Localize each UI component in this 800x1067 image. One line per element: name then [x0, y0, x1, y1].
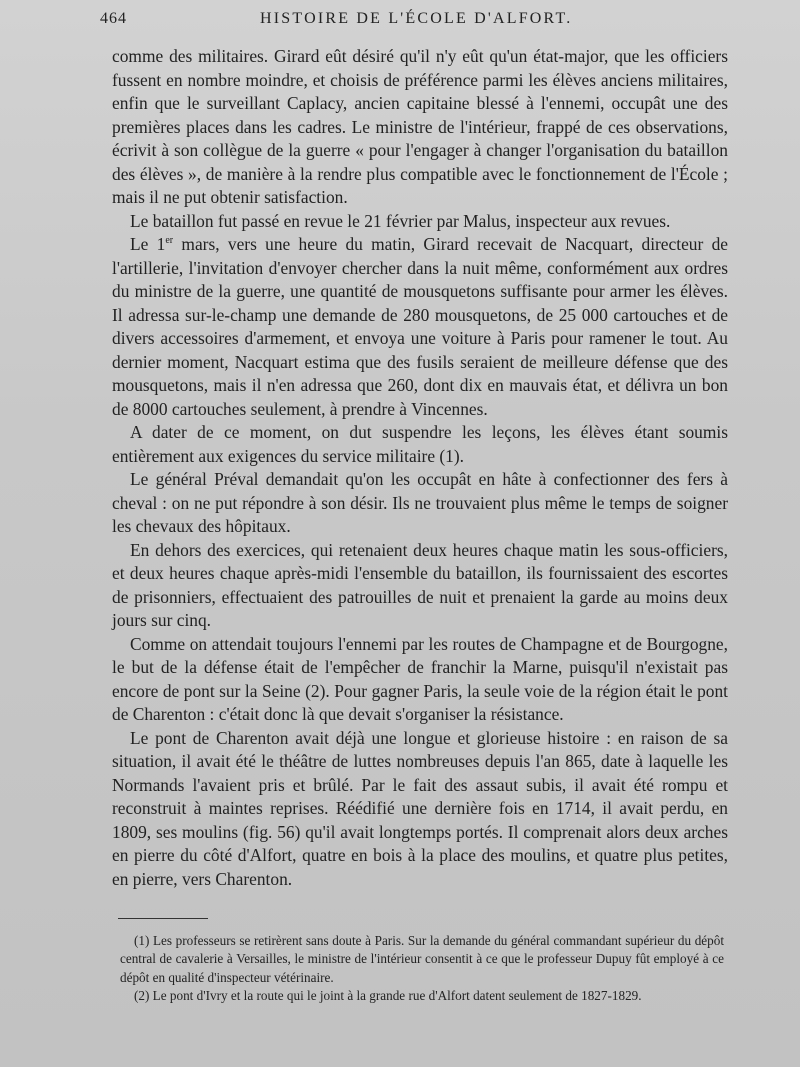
paragraph-1: comme des militaires. Girard eût désiré qu'il n'y eût qu'un état-major, que les officiers fussent en nombre moindre, et choisis de préférence parmi les élèves anciens militaires, enfin que le surveillant Caplacy, ancien capitaine blessé à l'ennemi, occupât une des premières places dans les cadres. Le ministre de l'intérieur, frappé de ces observations, écrivit à son collègue de la guerre « pour l'engager à changer l'organisation du bataillon des élèves », de manière à la rendre plus compatible avec le fonctionnement de l'École ; mais il ne put obtenir satisfaction.	[112, 46, 728, 207]
paragraph-3	[112, 233, 728, 421]
paragraph-4: A dater de ce moment, on dut suspendre les leçons, les élèves étant soumis entièrement aux exigences du service militaire (1).	[112, 422, 728, 466]
footnote-2: (2) Le pont d'Ivry et la route qui le joint à la grande rue d'Alfort datent seulement de 1827-1829.	[134, 987, 642, 1003]
paragraph-6: En dehors des exercices, qui retenaient deux heures chaque matin les sous-officiers, et deux heures chaque après-midi l'ensemble du bataillon, ils fournissaient des escortes de prisonniers, effectuaient des patrouilles de nuit et prenaient la garde au moins deux jours sur cinq.	[112, 539, 728, 630]
superscript-er: er	[165, 235, 174, 247]
paragraph-2: Le bataillon fut passé en revue le 21 février par Malus, inspecteur aux revues.	[130, 210, 671, 231]
footnote-divider	[118, 918, 208, 919]
footnotes	[120, 932, 724, 1005]
page-number: 464	[100, 10, 127, 27]
paragraph-7: Comme on attendait toujours l'ennemi par les routes de Champagne et de Bourgogne, le but de la défense était de l'empêcher de franchir la Marne, puisqu'il n'existait pas encore de pont sur la Seine (2). Pour gagner Paris, la seule voie de la région était le pont de Charenton : c'était donc là que devait s'organiser la résistance.	[112, 633, 728, 724]
paragraph-8: Le pont de Charenton avait déjà une longue et glorieuse histoire : en raison de sa situation, il avait été le théâtre de luttes nombreuses depuis l'an 865, date à laquelle les Normands l'avaient pris et brûlé. Par le fait des assaut subis, il avait été rompu et reconstruit à maintes reprises. Réédifié une dernière fois en 1714, il avait perdu, en 1809, ses moulins (fig. 56) qu'il avait longtemps portés. Il comprenait alors deux arches en pierre du côté d'Alfort, quatre en bois à la place des moulins, et quatre plus petites, en pierre, vers Charenton.	[112, 727, 728, 889]
paragraph-3-lead: Le 1	[130, 234, 166, 254]
paragraph-3-rest: mars, vers une heure du matin, Girard recevait de Nacquart, directeur de l'artillerie, l'invitation d'envoyer chercher dans la nuit même, conformément aux ordres du ministre de la guerre, une quantité de mousquetons suffisante pour armer les élèves. Il adressa sur-le-champ une demande de 280 mousquetons, de 25 000 cartouches et de divers accessoires d'armement, et envoya une voiture à Paris pour ramener le tout. Au dernier moment, Nacquart estima que des fusils seraient de meilleure défense que des mousquetons, mais il n'en adressa que 260, dont dix en mauvais état, et délivra un bon de 8000 cartouches seulement, à prendre à Vincennes.	[112, 234, 728, 419]
paragraph-5: Le général Préval demandait qu'on les occupât en hâte à confectionner des fers à cheval : on ne put répondre à son désir. Ils ne trouvaient plus même le temps de soigner les chevaux des hôpitaux.	[112, 469, 728, 536]
footnote-1: (1) Les professeurs se retirèrent sans doute à Paris. Sur la demande du général commandant supérieur du dépôt central de cavalerie à Versailles, le ministre de l'intérieur consentit à ce que le professeur Dupuy fût employé à ce dépôt en qualité d'inspecteur vétérinaire.	[120, 933, 724, 985]
running-title: HISTOIRE DE L'ÉCOLE D'ALFORT.	[260, 10, 573, 27]
body-text	[112, 45, 728, 891]
